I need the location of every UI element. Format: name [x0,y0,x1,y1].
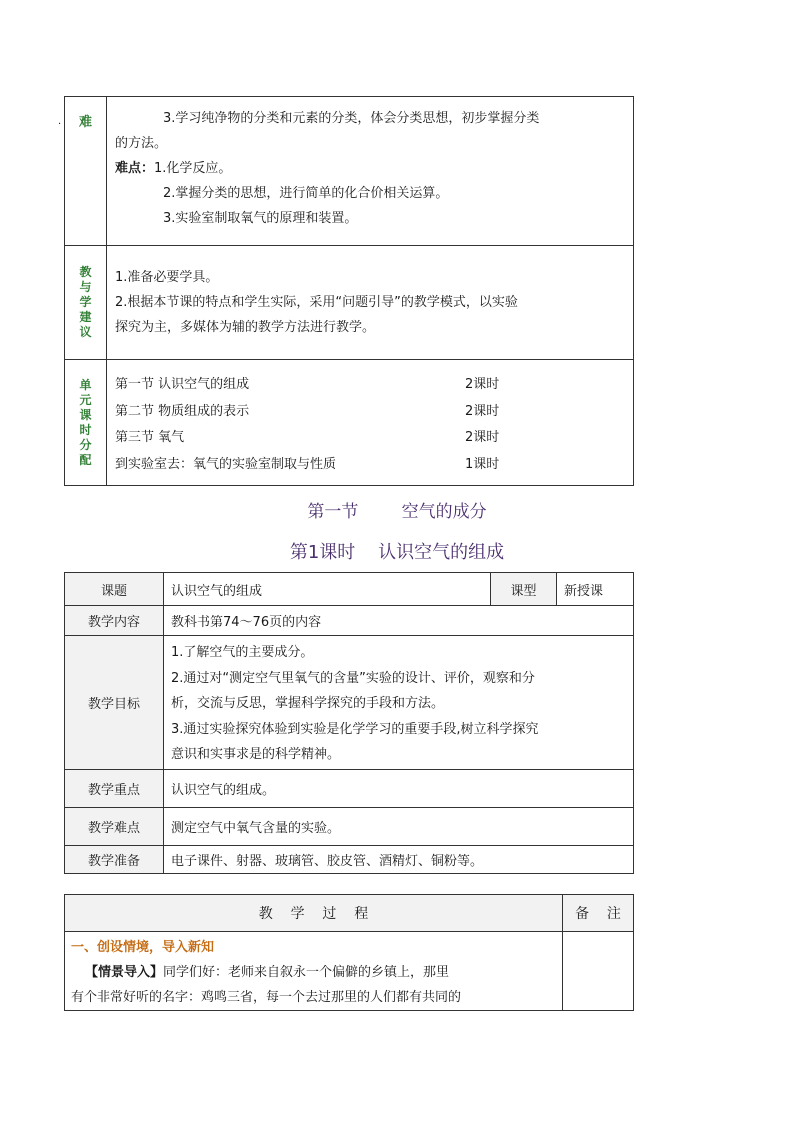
goal-line: 析，交流与反思，掌握科学探究的手段和方法。 [171,696,445,711]
notes-cell [563,932,634,1011]
process-header: 教 学 过 程 [65,895,563,932]
row-label-schedule: 单 元 课 时 分 配 [65,360,107,486]
difficulty-label: 难点： [115,161,155,176]
lesson-table [64,572,634,874]
difficulty-content [107,97,634,246]
key-label: 教学重点 [65,770,164,808]
goal-line: 1.了解空气的主要成分。 [171,645,314,660]
difficulty-item: 2.掌握分类的思想，进行简单的化合价相关运算。 [163,186,449,201]
topic-label: 课题 [65,573,164,606]
suggestion-line: 1.准备必要学具。 [115,270,219,285]
goals-label: 教学目标 [65,636,164,770]
intro-text: 同学们好：老师来自叙永一个偏僻的乡镇上，那里 [163,965,450,980]
goal-line: 的方法。 [115,136,168,151]
section-title: 第一节 空气的成分 [307,502,487,522]
notes-header: 备 注 [563,895,634,932]
schedule-item: 到实验室去：氧气的实验室制取与性质 1课时 [115,456,500,472]
suggestion-line: 探究为主，多媒体为辅的教学方法进行教学。 [115,320,376,335]
key-value: 认识空气的组成。 [164,770,634,808]
process-table [64,894,634,1011]
schedule-item: 第二节 物质组成的表示 2课时 [115,403,500,419]
margin-mark: . [58,116,62,127]
difficulty-label: 教学难点 [65,808,164,846]
top-table [64,96,634,486]
row-label-suggestion: 教 与 学 建 议 [65,246,107,360]
suggestion-content [107,246,634,360]
difficulty-item: 3.实验室制取氧气的原理和装置。 [163,211,358,226]
goal-line: 3.学习纯净物的分类和元素的分类，体会分类思想，初步掌握分类 [163,111,540,126]
goal-line: 3.通过实验探究体验到实验是化学学习的重要手段,树立科学探究 [171,721,539,737]
schedule-item: 第一节 认识空气的组成 2课时 [115,377,500,392]
topic-value: 认识空气的组成 [164,573,491,606]
content-label: 教学内容 [65,606,164,636]
type-value: 新授课 [557,573,634,606]
prep-label: 教学准备 [65,846,164,874]
row-label-difficulty: 难 [65,97,107,246]
schedule-item: 第三节 氧气 2课时 [115,430,500,445]
prep-value: 电子课件、射器、玻璃管、胶皮管、酒精灯、铜粉等。 [164,846,634,874]
lesson-title: 第1课时 认识空气的组成 [289,542,505,563]
intro-tag: 【情景导入】 [85,965,164,980]
process-content [65,932,563,1011]
schedule-content [107,360,634,486]
difficulty-value: 测定空气中氧气含量的实验。 [164,808,634,846]
goal-line: 2.通过对“测定空气里氧气的含量”实验的设计、评价，观察和分 [171,670,535,686]
content-value: 教科书第74～76页的内容 [164,606,634,636]
goals-content [164,636,634,770]
suggestion-line: 2.根据本节课的特点和学生实际，采用“问题引导”的教学模式，以实验 [115,295,518,310]
goal-line: 意识和实事求是的科学精神。 [171,747,341,762]
section-heading: 一、创设情境，导入新知 [71,940,215,955]
intro-text: 有个非常好听的名字：鸡鸣三省，每一个去过那里的人们都有共同的 [71,990,462,1005]
type-label: 课型 [491,573,557,606]
difficulty-item: 1.化学反应。 [154,161,232,176]
